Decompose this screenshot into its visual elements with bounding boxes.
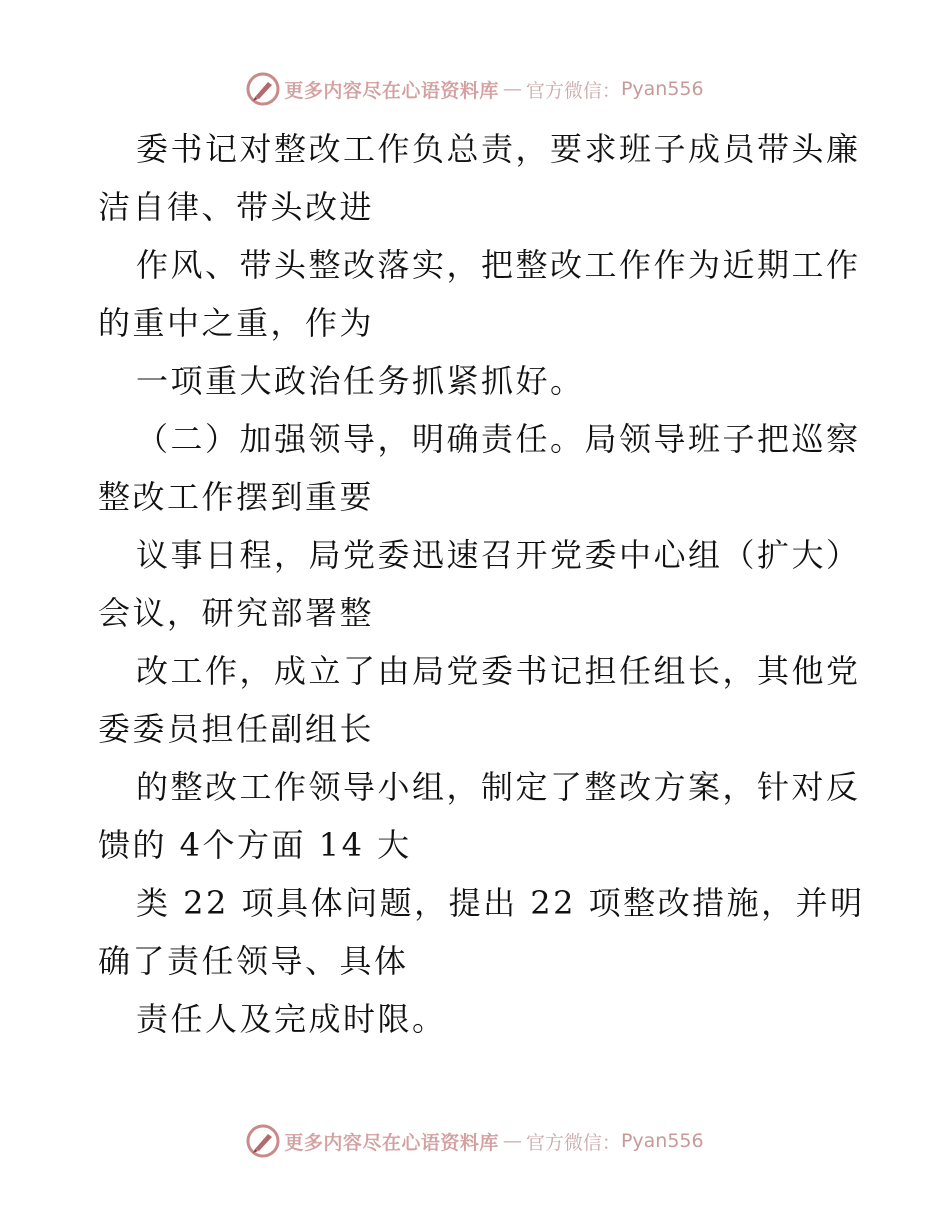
text-line: 委委员担任副组长 xyxy=(98,710,375,748)
watermark-footer xyxy=(0,1124,950,1158)
document-body xyxy=(98,120,865,1048)
text-line: 馈的 4个方面 14 大 xyxy=(98,826,412,864)
watermark-separator: — xyxy=(502,1130,522,1152)
watermark-main-text: 更多内容尽在心语资料库 xyxy=(284,79,499,102)
text-line: （二）加强领导，明确责任。局领导班子把巡察 xyxy=(136,420,861,458)
pen-logo-icon xyxy=(246,72,280,106)
text-line: 一项重大政治任务抓紧抓好。 xyxy=(136,362,585,400)
text-line: 改工作，成立了由局党委书记担任组长，其他党 xyxy=(136,652,861,690)
watermark-label: 官方微信： xyxy=(525,1131,621,1154)
text-line: 议事日程，局党委迅速召开党委中心组（扩大） xyxy=(136,536,861,574)
watermark-label: 官方微信： xyxy=(525,79,621,102)
watermark-main-text: 更多内容尽在心语资料库 xyxy=(284,1131,499,1154)
text-line: 责任人及完成时限。 xyxy=(136,1000,447,1038)
watermark-id: Pyan556 xyxy=(620,78,704,100)
text-line: 的重中之重，作为 xyxy=(98,304,375,342)
watermark-id: Pyan556 xyxy=(620,1130,704,1152)
text-line: 整改工作摆到重要 xyxy=(98,478,375,516)
watermark-header xyxy=(0,72,950,106)
text-line: 会议，研究部署整 xyxy=(98,594,375,632)
text-line: 洁自律、带头改进 xyxy=(98,188,375,226)
pen-logo-icon xyxy=(246,1124,280,1158)
text-line: 委书记对整改工作负总责，要求班子成员带头廉 xyxy=(136,130,861,168)
watermark-separator: — xyxy=(502,78,522,100)
text-line: 作风、带头整改落实，把整改工作作为近期工作 xyxy=(136,246,861,284)
text-line: 的整改工作领导小组，制定了整改方案，针对反 xyxy=(136,768,861,806)
text-line: 确了责任领导、具体 xyxy=(98,942,409,980)
text-line: 类 22 项具体问题，提出 22 项整改措施，并明 xyxy=(136,884,865,922)
